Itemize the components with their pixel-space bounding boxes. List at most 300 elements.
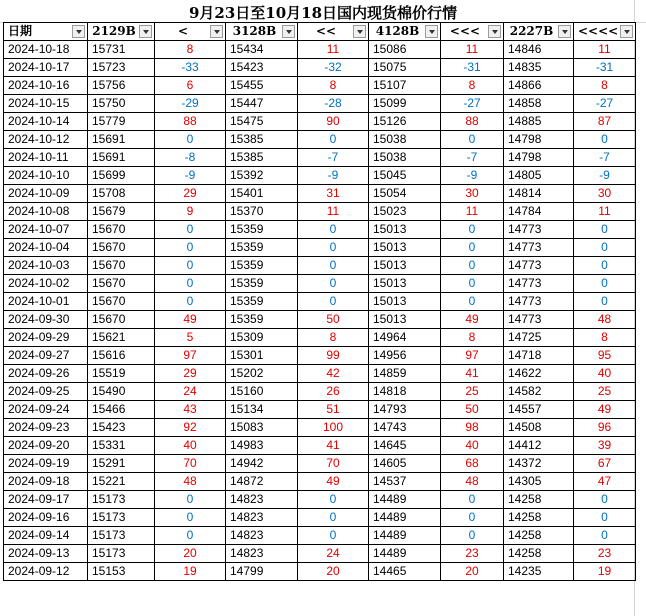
price-cell[interactable]: 14956	[369, 347, 441, 365]
price-cell[interactable]: 14412	[504, 437, 574, 455]
price-cell[interactable]: 15670	[88, 275, 155, 293]
price-cell[interactable]: 15370	[226, 203, 298, 221]
price-cell[interactable]: 14964	[369, 329, 441, 347]
change-cell[interactable]: 0	[441, 221, 504, 239]
change-cell[interactable]: 0	[574, 509, 636, 527]
price-cell[interactable]: 14465	[369, 563, 441, 581]
price-cell[interactable]: 14942	[226, 455, 298, 473]
date-cell[interactable]: 2024-09-18	[4, 473, 88, 491]
date-cell[interactable]: 2024-09-16	[4, 509, 88, 527]
filter-dropdown-icon[interactable]	[425, 25, 438, 38]
price-cell[interactable]: 14743	[369, 419, 441, 437]
change-cell[interactable]: -8	[155, 149, 226, 167]
date-cell[interactable]: 2024-09-24	[4, 401, 88, 419]
price-cell[interactable]: 15160	[226, 383, 298, 401]
price-cell[interactable]: 15447	[226, 95, 298, 113]
change-cell[interactable]: 11	[441, 41, 504, 59]
price-cell[interactable]: 15699	[88, 167, 155, 185]
price-cell[interactable]: 14235	[504, 563, 574, 581]
change-cell[interactable]: -31	[441, 59, 504, 77]
date-cell[interactable]: 2024-10-08	[4, 203, 88, 221]
date-cell[interactable]: 2024-10-02	[4, 275, 88, 293]
date-cell[interactable]: 2024-09-12	[4, 563, 88, 581]
change-cell[interactable]: 49	[298, 473, 369, 491]
price-cell[interactable]: 15519	[88, 365, 155, 383]
date-cell[interactable]: 2024-10-16	[4, 77, 88, 95]
change-cell[interactable]: 11	[441, 203, 504, 221]
filter-dropdown-icon[interactable]	[558, 25, 571, 38]
table-row	[4, 527, 636, 545]
price-cell[interactable]: 15750	[88, 95, 155, 113]
price-cell[interactable]: 14805	[504, 167, 574, 185]
change-cell[interactable]: 49	[441, 311, 504, 329]
change-cell[interactable]: 25	[441, 383, 504, 401]
change-cell[interactable]: 100	[298, 419, 369, 437]
change-cell[interactable]: 49	[574, 401, 636, 419]
table-row	[4, 329, 636, 347]
price-cell[interactable]: 15392	[226, 167, 298, 185]
price-cell[interactable]: 15359	[226, 239, 298, 257]
change-cell[interactable]: 97	[441, 347, 504, 365]
change-cell[interactable]: 0	[441, 527, 504, 545]
filter-dropdown-icon[interactable]	[139, 25, 152, 38]
change-cell[interactable]: 11	[574, 41, 636, 59]
price-cell[interactable]: 15723	[88, 59, 155, 77]
price-cell[interactable]: 14557	[504, 401, 574, 419]
change-cell[interactable]: 0	[155, 491, 226, 509]
change-cell[interactable]: 98	[441, 419, 504, 437]
price-cell[interactable]: 15385	[226, 131, 298, 149]
table-row	[4, 401, 636, 419]
change-cell[interactable]: 48	[441, 473, 504, 491]
price-cell[interactable]: 15023	[369, 203, 441, 221]
change-cell[interactable]: 11	[298, 41, 369, 59]
table-row	[4, 563, 636, 581]
price-cell[interactable]: 15670	[88, 293, 155, 311]
date-cell[interactable]: 2024-10-10	[4, 167, 88, 185]
table-row	[4, 167, 636, 185]
change-cell[interactable]: 50	[298, 311, 369, 329]
change-cell[interactable]: 50	[441, 401, 504, 419]
change-cell[interactable]: -9	[298, 167, 369, 185]
change-cell[interactable]: 88	[441, 113, 504, 131]
change-cell[interactable]: -31	[574, 59, 636, 77]
change-cell[interactable]: 90	[298, 113, 369, 131]
date-cell[interactable]: 2024-09-23	[4, 419, 88, 437]
change-cell[interactable]: -9	[441, 167, 504, 185]
price-cell[interactable]: 15153	[88, 563, 155, 581]
price-cell[interactable]: 14846	[504, 41, 574, 59]
change-cell[interactable]: 48	[155, 473, 226, 491]
price-cell[interactable]: 14258	[504, 509, 574, 527]
price-cell[interactable]: 14818	[369, 383, 441, 401]
price-cell[interactable]: 14858	[504, 95, 574, 113]
change-cell[interactable]: 0	[155, 527, 226, 545]
date-cell[interactable]: 2024-09-30	[4, 311, 88, 329]
price-cell[interactable]: 14773	[504, 293, 574, 311]
price-cell[interactable]: 14872	[226, 473, 298, 491]
change-cell[interactable]: 8	[155, 41, 226, 59]
price-cell[interactable]: 14885	[504, 113, 574, 131]
price-cell[interactable]: 14489	[369, 527, 441, 545]
change-cell[interactable]: 0	[441, 257, 504, 275]
change-cell[interactable]: 0	[574, 527, 636, 545]
change-cell[interactable]: 24	[155, 383, 226, 401]
change-cell[interactable]: -7	[298, 149, 369, 167]
price-cell[interactable]: 14773	[504, 221, 574, 239]
price-cell[interactable]: 15466	[88, 401, 155, 419]
price-cell[interactable]: 15013	[369, 311, 441, 329]
price-cell[interactable]: 15423	[88, 419, 155, 437]
change-cell[interactable]: 0	[574, 257, 636, 275]
change-cell[interactable]: 40	[441, 437, 504, 455]
change-cell[interactable]: 70	[298, 455, 369, 473]
change-cell[interactable]: 0	[574, 131, 636, 149]
change-cell[interactable]: -9	[574, 167, 636, 185]
price-cell[interactable]: 14859	[369, 365, 441, 383]
change-cell[interactable]: 0	[574, 491, 636, 509]
price-cell[interactable]: 14773	[504, 311, 574, 329]
change-cell[interactable]: 9	[155, 203, 226, 221]
price-cell[interactable]: 15173	[88, 509, 155, 527]
price-cell[interactable]: 14823	[226, 527, 298, 545]
change-cell[interactable]: 0	[298, 293, 369, 311]
change-cell[interactable]: 88	[155, 113, 226, 131]
change-cell[interactable]: -7	[574, 149, 636, 167]
filter-dropdown-icon[interactable]	[282, 25, 295, 38]
price-cell[interactable]: 14718	[504, 347, 574, 365]
change-cell[interactable]: 11	[574, 203, 636, 221]
change-cell[interactable]: 8	[574, 77, 636, 95]
date-cell[interactable]: 2024-10-18	[4, 41, 88, 59]
change-cell[interactable]: 42	[298, 365, 369, 383]
change-cell[interactable]: 5	[155, 329, 226, 347]
price-cell[interactable]: 14258	[504, 491, 574, 509]
change-cell[interactable]: 8	[298, 329, 369, 347]
change-cell[interactable]: 8	[441, 77, 504, 95]
price-cell[interactable]: 15221	[88, 473, 155, 491]
price-cell[interactable]: 14866	[504, 77, 574, 95]
change-cell[interactable]: 30	[441, 185, 504, 203]
price-cell[interactable]: 15670	[88, 257, 155, 275]
change-cell[interactable]: 43	[155, 401, 226, 419]
price-cell[interactable]: 14537	[369, 473, 441, 491]
price-cell[interactable]: 15670	[88, 239, 155, 257]
change-cell[interactable]: 96	[574, 419, 636, 437]
change-cell[interactable]: 99	[298, 347, 369, 365]
change-cell[interactable]: 51	[298, 401, 369, 419]
change-cell[interactable]: 29	[155, 185, 226, 203]
date-cell[interactable]: 2024-10-03	[4, 257, 88, 275]
title-row	[0, 0, 646, 23]
price-cell[interactable]: 15359	[226, 293, 298, 311]
price-cell[interactable]: 15359	[226, 257, 298, 275]
price-cell[interactable]: 15309	[226, 329, 298, 347]
change-cell[interactable]: 11	[298, 203, 369, 221]
table-row	[4, 347, 636, 365]
price-cell[interactable]: 15691	[88, 149, 155, 167]
price-cell[interactable]: 15173	[88, 527, 155, 545]
date-cell[interactable]: 2024-09-26	[4, 365, 88, 383]
change-cell[interactable]: 41	[298, 437, 369, 455]
table-row	[4, 41, 636, 59]
change-cell[interactable]: 19	[574, 563, 636, 581]
price-cell[interactable]: 14582	[504, 383, 574, 401]
price-cell[interactable]: 14645	[369, 437, 441, 455]
price-cell[interactable]: 15054	[369, 185, 441, 203]
price-cell[interactable]: 15086	[369, 41, 441, 59]
change-cell[interactable]: 48	[574, 311, 636, 329]
change-cell[interactable]: 30	[574, 185, 636, 203]
change-cell[interactable]: 0	[298, 509, 369, 527]
table-row	[4, 419, 636, 437]
price-cell[interactable]: 15779	[88, 113, 155, 131]
change-cell[interactable]: 29	[155, 365, 226, 383]
table-row	[4, 437, 636, 455]
price-cell[interactable]: 15401	[226, 185, 298, 203]
change-cell[interactable]: 25	[574, 383, 636, 401]
change-cell[interactable]: 20	[155, 545, 226, 563]
price-cell[interactable]: 15475	[226, 113, 298, 131]
change-cell[interactable]: 68	[441, 455, 504, 473]
date-cell[interactable]: 2024-09-27	[4, 347, 88, 365]
filter-dropdown-icon[interactable]	[488, 25, 501, 38]
price-cell[interactable]: 14814	[504, 185, 574, 203]
change-cell[interactable]: -27	[441, 95, 504, 113]
date-cell[interactable]: 2024-09-17	[4, 491, 88, 509]
price-cell[interactable]: 15359	[226, 311, 298, 329]
change-cell[interactable]: 0	[298, 527, 369, 545]
header-change-3: <<<	[441, 23, 504, 41]
price-cell[interactable]: 15679	[88, 203, 155, 221]
price-cell[interactable]: 14793	[369, 401, 441, 419]
change-cell[interactable]: 0	[155, 239, 226, 257]
change-cell[interactable]: 0	[574, 293, 636, 311]
date-cell[interactable]: 2024-10-09	[4, 185, 88, 203]
change-cell[interactable]: 0	[298, 131, 369, 149]
price-cell[interactable]: 15385	[226, 149, 298, 167]
price-cell[interactable]: 15099	[369, 95, 441, 113]
change-cell[interactable]: 0	[155, 275, 226, 293]
price-cell[interactable]: 15301	[226, 347, 298, 365]
change-cell[interactable]: 0	[441, 491, 504, 509]
date-cell[interactable]: 2024-09-13	[4, 545, 88, 563]
change-cell[interactable]: 0	[574, 275, 636, 293]
change-cell[interactable]: 0	[574, 221, 636, 239]
date-cell[interactable]: 2024-09-29	[4, 329, 88, 347]
change-cell[interactable]: 0	[441, 293, 504, 311]
date-cell[interactable]: 2024-10-11	[4, 149, 88, 167]
price-cell[interactable]: 14798	[504, 131, 574, 149]
table-row	[4, 491, 636, 509]
change-cell[interactable]: 0	[298, 491, 369, 509]
change-cell[interactable]: 0	[298, 275, 369, 293]
change-cell[interactable]: 8	[574, 329, 636, 347]
price-cell[interactable]: 14773	[504, 275, 574, 293]
table-row	[4, 77, 636, 95]
price-cell[interactable]: 15202	[226, 365, 298, 383]
change-cell[interactable]: 87	[574, 113, 636, 131]
date-cell[interactable]: 2024-09-25	[4, 383, 88, 401]
price-cell[interactable]: 15359	[226, 221, 298, 239]
table-row	[4, 383, 636, 401]
date-cell[interactable]: 2024-09-20	[4, 437, 88, 455]
change-cell[interactable]: 92	[155, 419, 226, 437]
change-cell[interactable]: 0	[298, 221, 369, 239]
change-cell[interactable]: 41	[441, 365, 504, 383]
price-cell[interactable]: 14784	[504, 203, 574, 221]
change-cell[interactable]: 49	[155, 311, 226, 329]
change-cell[interactable]: 0	[298, 239, 369, 257]
filter-dropdown-icon[interactable]	[353, 25, 366, 38]
price-cell[interactable]: 14823	[226, 491, 298, 509]
price-cell[interactable]: 15107	[369, 77, 441, 95]
change-cell[interactable]: 0	[441, 275, 504, 293]
price-cell[interactable]: 15291	[88, 455, 155, 473]
change-cell[interactable]: 0	[155, 257, 226, 275]
table-row	[4, 149, 636, 167]
price-cell[interactable]: 15616	[88, 347, 155, 365]
date-cell[interactable]: 2024-10-07	[4, 221, 88, 239]
change-cell[interactable]: 23	[574, 545, 636, 563]
price-cell[interactable]: 14372	[504, 455, 574, 473]
price-cell[interactable]: 15691	[88, 131, 155, 149]
header-3128b: 3128B	[226, 23, 298, 41]
change-cell[interactable]: -9	[155, 167, 226, 185]
change-cell[interactable]: 0	[155, 293, 226, 311]
price-cell[interactable]: 15331	[88, 437, 155, 455]
price-cell[interactable]: 15038	[369, 149, 441, 167]
price-cell[interactable]: 14823	[226, 509, 298, 527]
price-cell[interactable]: 15708	[88, 185, 155, 203]
date-cell[interactable]: 2024-10-17	[4, 59, 88, 77]
header-2227b: 2227B	[504, 23, 574, 41]
price-cell[interactable]: 15038	[369, 131, 441, 149]
price-cell[interactable]: 15455	[226, 77, 298, 95]
change-cell[interactable]: -33	[155, 59, 226, 77]
change-cell[interactable]: 0	[441, 131, 504, 149]
price-cell[interactable]: 14305	[504, 473, 574, 491]
price-cell[interactable]: 15173	[88, 545, 155, 563]
change-cell[interactable]: 20	[441, 563, 504, 581]
price-cell[interactable]: 14799	[226, 563, 298, 581]
price-cell[interactable]: 15134	[226, 401, 298, 419]
price-cell[interactable]: 15013	[369, 293, 441, 311]
price-cell[interactable]: 15434	[226, 41, 298, 59]
filter-dropdown-icon[interactable]	[210, 25, 223, 38]
change-cell[interactable]: 6	[155, 77, 226, 95]
change-cell[interactable]: -27	[574, 95, 636, 113]
change-cell[interactable]: -7	[441, 149, 504, 167]
price-cell[interactable]: 14835	[504, 59, 574, 77]
date-cell[interactable]: 2024-09-19	[4, 455, 88, 473]
change-cell[interactable]: 67	[574, 455, 636, 473]
change-cell[interactable]: 24	[298, 545, 369, 563]
price-cell[interactable]: 14489	[369, 491, 441, 509]
change-cell[interactable]: 0	[155, 509, 226, 527]
price-cell[interactable]: 14489	[369, 509, 441, 527]
price-cell[interactable]: 14773	[504, 239, 574, 257]
price-cell[interactable]: 15173	[88, 491, 155, 509]
price-cell[interactable]: 15013	[369, 239, 441, 257]
price-cell[interactable]: 14798	[504, 149, 574, 167]
price-cell[interactable]: 15075	[369, 59, 441, 77]
price-cell[interactable]: 14258	[504, 527, 574, 545]
price-cell[interactable]: 14605	[369, 455, 441, 473]
change-cell[interactable]: 40	[574, 365, 636, 383]
price-cell[interactable]: 14622	[504, 365, 574, 383]
change-cell[interactable]: 20	[298, 563, 369, 581]
change-cell[interactable]: 0	[298, 257, 369, 275]
change-cell[interactable]: 0	[441, 509, 504, 527]
date-cell[interactable]: 2024-10-01	[4, 293, 88, 311]
change-cell[interactable]: -29	[155, 95, 226, 113]
date-cell[interactable]: 2024-10-04	[4, 239, 88, 257]
price-cell[interactable]: 14725	[504, 329, 574, 347]
price-cell[interactable]: 15126	[369, 113, 441, 131]
price-cell[interactable]: 15013	[369, 221, 441, 239]
change-cell[interactable]: 40	[155, 437, 226, 455]
price-cell[interactable]: 14773	[504, 257, 574, 275]
change-cell[interactable]: 39	[574, 437, 636, 455]
change-cell[interactable]: 31	[298, 185, 369, 203]
date-cell[interactable]: 2024-09-14	[4, 527, 88, 545]
price-cell[interactable]: 15423	[226, 59, 298, 77]
change-cell[interactable]: 95	[574, 347, 636, 365]
price-cell[interactable]: 15490	[88, 383, 155, 401]
table-row	[4, 257, 636, 275]
date-cell[interactable]: 2024-10-15	[4, 95, 88, 113]
price-cell[interactable]: 15013	[369, 257, 441, 275]
change-cell[interactable]: -32	[298, 59, 369, 77]
price-cell[interactable]: 14258	[504, 545, 574, 563]
price-cell[interactable]: 15045	[369, 167, 441, 185]
date-cell[interactable]: 2024-10-12	[4, 131, 88, 149]
price-cell[interactable]: 14823	[226, 545, 298, 563]
header-row	[4, 23, 636, 41]
change-cell[interactable]: 97	[155, 347, 226, 365]
filter-dropdown-icon[interactable]	[72, 25, 85, 38]
change-cell[interactable]: 8	[441, 329, 504, 347]
change-cell[interactable]: 47	[574, 473, 636, 491]
price-cell[interactable]: 15670	[88, 311, 155, 329]
price-cell[interactable]: 15359	[226, 275, 298, 293]
price-cell[interactable]: 15013	[369, 275, 441, 293]
date-cell[interactable]: 2024-10-14	[4, 113, 88, 131]
price-cell[interactable]: 15731	[88, 41, 155, 59]
price-cell[interactable]: 15756	[88, 77, 155, 95]
change-cell[interactable]: 0	[155, 221, 226, 239]
price-cell[interactable]: 15670	[88, 221, 155, 239]
header-change-1: <	[155, 23, 226, 41]
price-cell[interactable]: 14489	[369, 545, 441, 563]
price-cell[interactable]: 14508	[504, 419, 574, 437]
change-cell[interactable]: -28	[298, 95, 369, 113]
change-cell[interactable]: 0	[574, 239, 636, 257]
change-cell[interactable]: 8	[298, 77, 369, 95]
change-cell[interactable]: 19	[155, 563, 226, 581]
change-cell[interactable]: 0	[155, 131, 226, 149]
table-row	[4, 311, 636, 329]
filter-dropdown-icon[interactable]	[620, 25, 633, 38]
price-cell[interactable]: 15621	[88, 329, 155, 347]
change-cell[interactable]: 23	[441, 545, 504, 563]
price-cell[interactable]: 15083	[226, 419, 298, 437]
change-cell[interactable]: 70	[155, 455, 226, 473]
price-cell[interactable]: 14983	[226, 437, 298, 455]
change-cell[interactable]: 0	[441, 239, 504, 257]
change-cell[interactable]: 26	[298, 383, 369, 401]
